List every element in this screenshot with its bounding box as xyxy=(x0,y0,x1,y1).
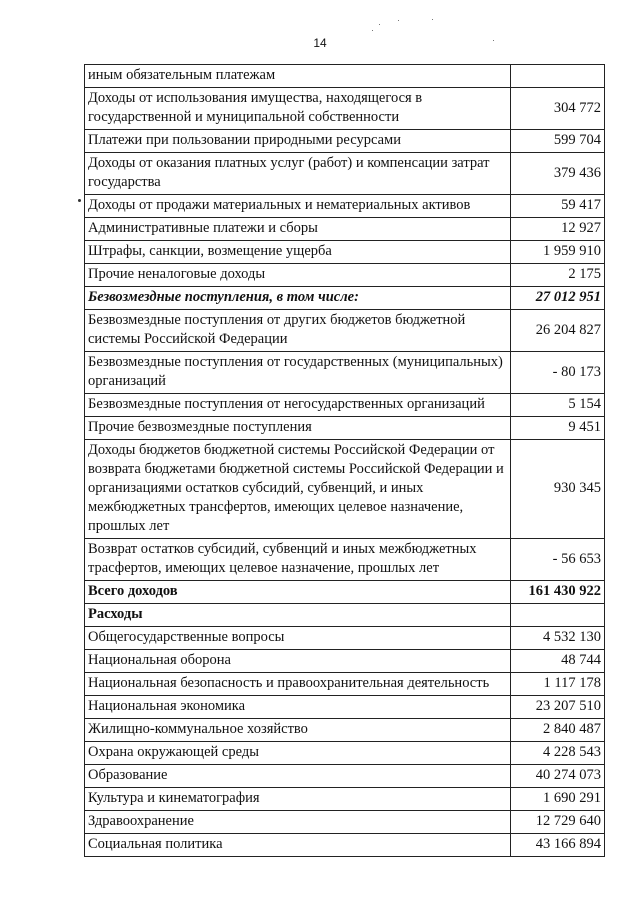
row-label: Штрафы, санкции, возмещение ущерба xyxy=(85,241,511,264)
row-value: 59 417 xyxy=(511,195,605,218)
row-label: Безвозмездные поступления от других бюджетов бюджетной системы Российской Федерации xyxy=(85,310,511,352)
budget-table-body xyxy=(85,65,605,857)
row-value: - 80 173 xyxy=(511,352,605,394)
row-value: 2 840 487 xyxy=(511,719,605,742)
row-value: 27 012 951 xyxy=(511,287,605,310)
row-label: Безвозмездные поступления от негосударственных организаций xyxy=(85,394,511,417)
row-value: 4 228 543 xyxy=(511,742,605,765)
row-value: 40 274 073 xyxy=(511,765,605,788)
row-label: Прочие безвозмездные поступления xyxy=(85,417,511,440)
row-label: Безвозмездные поступления от государственных (муниципальных) организаций xyxy=(85,352,511,394)
table-row xyxy=(85,742,605,765)
table-row xyxy=(85,811,605,834)
scan-speck xyxy=(432,19,433,20)
table-row xyxy=(85,264,605,287)
table-row xyxy=(85,218,605,241)
row-label: Расходы xyxy=(85,604,511,627)
row-value: 12 729 640 xyxy=(511,811,605,834)
row-value: 1 117 178 xyxy=(511,673,605,696)
row-label: Национальная экономика xyxy=(85,696,511,719)
row-label: Доходы от оказания платных услуг (работ) и компенсации затрат государства xyxy=(85,153,511,195)
table-row xyxy=(85,650,605,673)
table-row xyxy=(85,539,605,581)
row-value xyxy=(511,65,605,88)
table-row xyxy=(85,130,605,153)
scan-speck xyxy=(379,24,380,25)
row-label: Национальная оборона xyxy=(85,650,511,673)
table-row xyxy=(85,581,605,604)
row-value: 379 436 xyxy=(511,153,605,195)
row-label: Доходы от использования имущества, находящегося в государственной и муниципальной собственности xyxy=(85,88,511,130)
row-value: 2 175 xyxy=(511,264,605,287)
row-value: 9 451 xyxy=(511,417,605,440)
row-label: Возврат остатков субсидий, субвенций и иных межбюджетных трасфертов, имеющих целевое назначение, прошлых лет xyxy=(85,539,511,581)
row-value: 26 204 827 xyxy=(511,310,605,352)
row-label: Здравоохранение xyxy=(85,811,511,834)
table-row xyxy=(85,440,605,539)
scan-speck xyxy=(398,20,399,21)
row-label: Доходы от продажи материальных и нематериальных активов xyxy=(85,195,511,218)
table-row xyxy=(85,287,605,310)
row-value: 599 704 xyxy=(511,130,605,153)
row-value: 48 744 xyxy=(511,650,605,673)
table-row xyxy=(85,696,605,719)
row-label: Административные платежи и сборы xyxy=(85,218,511,241)
margin-mark xyxy=(78,199,81,202)
row-label: Всего доходов xyxy=(85,581,511,604)
row-value: 5 154 xyxy=(511,394,605,417)
row-label: Безвозмездные поступления, в том числе: xyxy=(85,287,511,310)
table-row xyxy=(85,834,605,857)
table-row xyxy=(85,88,605,130)
row-value: - 56 653 xyxy=(511,539,605,581)
table-row xyxy=(85,394,605,417)
row-value: 1 959 910 xyxy=(511,241,605,264)
table-row xyxy=(85,719,605,742)
row-label: Общегосударственные вопросы xyxy=(85,627,511,650)
table-row xyxy=(85,627,605,650)
table-row xyxy=(85,673,605,696)
table-row xyxy=(85,195,605,218)
table-row xyxy=(85,765,605,788)
table-row xyxy=(85,241,605,264)
row-value: 4 532 130 xyxy=(511,627,605,650)
table-row xyxy=(85,153,605,195)
row-label: Прочие неналоговые доходы xyxy=(85,264,511,287)
row-value: 43 166 894 xyxy=(511,834,605,857)
budget-table xyxy=(84,64,605,857)
table-row xyxy=(85,352,605,394)
row-label: Социальная политика xyxy=(85,834,511,857)
scan-speck xyxy=(493,40,494,41)
row-value: 1 690 291 xyxy=(511,788,605,811)
row-label: Образование xyxy=(85,765,511,788)
row-label: Охрана окружающей среды xyxy=(85,742,511,765)
scan-speck xyxy=(372,30,373,31)
page-number: 14 xyxy=(313,36,327,50)
row-label: Жилищно-коммунальное хозяйство xyxy=(85,719,511,742)
row-value: 930 345 xyxy=(511,440,605,539)
table-row xyxy=(85,65,605,88)
row-value: 161 430 922 xyxy=(511,581,605,604)
table-row xyxy=(85,788,605,811)
row-label: иным обязательным платежам xyxy=(85,65,511,88)
row-value: 304 772 xyxy=(511,88,605,130)
row-label: Доходы бюджетов бюджетной системы Российской Федерации от возврата бюджетами бюджетной системы Российской Федерации и организациями остатков субсидий, субвенций, и иных межбюджетных трансфертов, имеющих целевое назначение, прошлых лет xyxy=(85,440,511,539)
row-label: Культура и кинематография xyxy=(85,788,511,811)
table-row xyxy=(85,417,605,440)
row-value: 12 927 xyxy=(511,218,605,241)
row-label: Национальная безопасность и правоохранительная деятельность xyxy=(85,673,511,696)
row-value: 23 207 510 xyxy=(511,696,605,719)
row-label: Платежи при пользовании природными ресурсами xyxy=(85,130,511,153)
row-value xyxy=(511,604,605,627)
table-row xyxy=(85,310,605,352)
table-row xyxy=(85,604,605,627)
